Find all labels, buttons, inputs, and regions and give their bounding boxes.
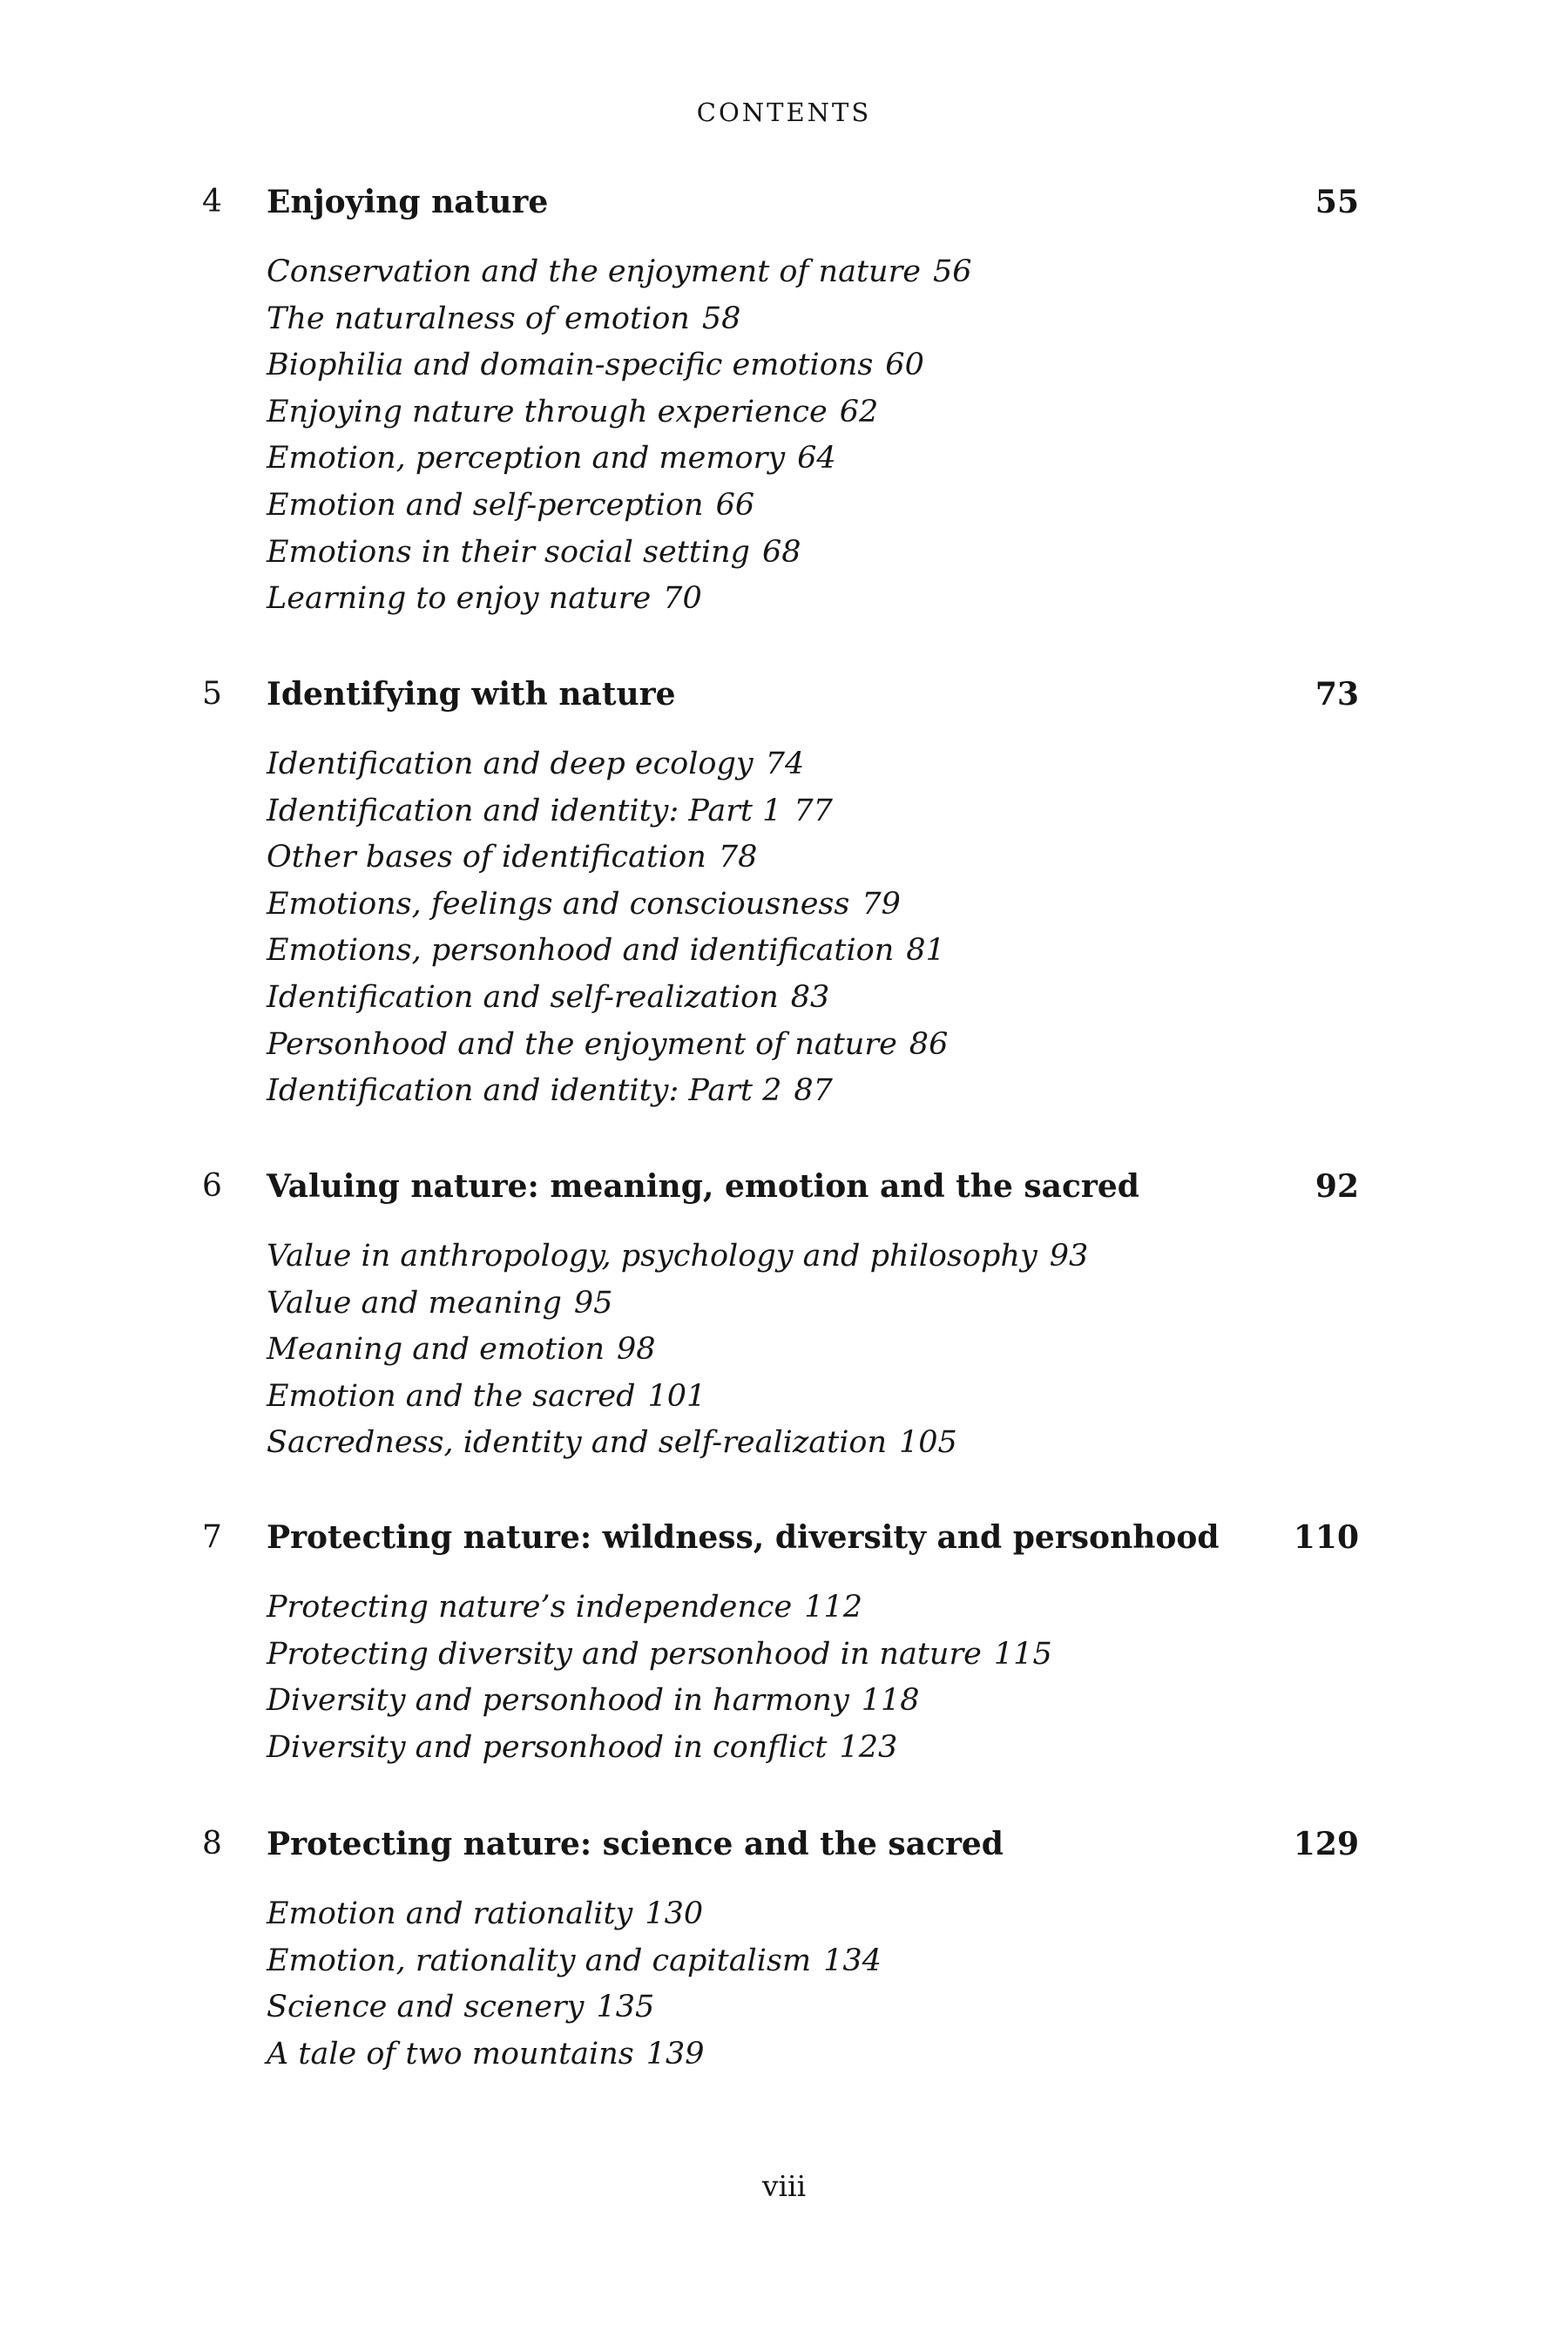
section-entry <box>267 1281 1568 1328</box>
section-entry <box>267 1632 1568 1679</box>
section-list <box>267 1233 1568 1467</box>
section-entry <box>267 928 1568 975</box>
section-title: Diversity and personhood in harmony <box>267 1683 849 1719</box>
chapter-entry-8 <box>0 1820 1568 2078</box>
section-entry <box>267 1585 1568 1632</box>
section-entry <box>267 436 1568 483</box>
section-entry <box>267 1725 1568 1772</box>
chapter-title: Protecting nature: wildness, diversity and personhood <box>267 1519 1220 1556</box>
section-entry <box>267 882 1568 929</box>
chapter-number: 4 <box>202 184 222 220</box>
section-entry <box>267 1233 1568 1281</box>
section-page: 93 <box>1049 1239 1089 1274</box>
section-entry <box>267 788 1568 835</box>
section-entry <box>267 1374 1568 1421</box>
section-title: Other bases of identification <box>267 840 706 875</box>
section-page: 60 <box>885 348 924 383</box>
section-title: Identification and deep ecology <box>267 747 754 781</box>
chapter-number: 7 <box>202 1519 222 1555</box>
chapter-entry-7 <box>0 1513 1568 1771</box>
section-page: 105 <box>899 1425 957 1461</box>
section-entry <box>267 1327 1568 1374</box>
section-page: 134 <box>823 1943 882 1978</box>
section-list <box>267 249 1568 623</box>
section-title: Enjoying nature through experience <box>267 394 828 429</box>
chapter-heading <box>0 1513 1568 1562</box>
chapter-heading <box>0 670 1568 719</box>
chapter-heading <box>0 1820 1568 1869</box>
section-title: The naturalness of emotion <box>267 301 690 336</box>
section-title: Identification and identity: Part 1 <box>267 793 782 828</box>
section-page: 123 <box>839 1729 898 1765</box>
page-number: viii <box>761 2169 807 2203</box>
section-title: Biophilia and domain-specific emotions <box>267 348 874 383</box>
section-entry <box>267 1984 1568 2031</box>
chapter-page: 92 <box>1315 1168 1359 1205</box>
section-page: 77 <box>794 793 833 828</box>
section-page: 66 <box>715 487 755 523</box>
section-page: 118 <box>861 1683 920 1719</box>
section-title: Sacredness, identity and self-realization <box>267 1425 888 1461</box>
section-entry <box>267 1678 1568 1725</box>
section-page: 74 <box>765 747 805 781</box>
section-title: Identification and identity: Part 2 <box>267 1073 782 1109</box>
section-entry <box>267 1420 1568 1467</box>
section-entry <box>267 576 1568 623</box>
chapter-entry-6 <box>0 1162 1568 1467</box>
section-title: A tale of two mountains <box>267 2036 634 2072</box>
section-title: Emotion, rationality and capitalism <box>267 1943 812 1978</box>
section-page: 68 <box>761 534 801 570</box>
section-page: 87 <box>794 1073 833 1109</box>
section-page: 115 <box>993 1636 1052 1672</box>
section-entry <box>267 741 1568 788</box>
section-page: 135 <box>596 1990 655 2025</box>
section-page: 112 <box>804 1590 863 1625</box>
section-page: 86 <box>909 1026 949 1062</box>
section-entry <box>267 2031 1568 2078</box>
section-title: Identification and self-realization <box>267 979 779 1015</box>
section-entry <box>267 530 1568 577</box>
section-title: Protecting nature’s independence <box>267 1590 793 1625</box>
section-title: Emotions, feelings and consciousness <box>267 886 850 922</box>
chapter-title: Protecting nature: science and the sacred <box>267 1826 1004 1862</box>
section-page: 79 <box>862 886 901 922</box>
chapter-title: Identifying with nature <box>267 676 676 713</box>
section-title: Learning to enjoy nature <box>267 581 652 617</box>
section-title: Science and scenery <box>267 1990 585 2025</box>
section-page: 70 <box>663 581 702 617</box>
chapter-page: 55 <box>1315 184 1359 220</box>
section-page: 58 <box>701 301 741 336</box>
section-title: Emotions in their social setting <box>267 534 750 570</box>
chapter-heading <box>0 178 1568 226</box>
chapter-number: 5 <box>202 676 222 712</box>
section-entry <box>267 342 1568 389</box>
section-entry <box>267 296 1568 343</box>
section-title: Emotions, personhood and identification <box>267 933 895 969</box>
section-page: 81 <box>906 933 945 969</box>
section-title: Emotion and the sacred <box>267 1378 636 1414</box>
chapter-entry-4 <box>0 178 1568 623</box>
section-page: 130 <box>645 1896 704 1931</box>
section-page: 56 <box>933 254 972 289</box>
section-page: 98 <box>617 1332 656 1368</box>
chapter-title: Valuing nature: meaning, emotion and the sacred <box>267 1168 1139 1205</box>
section-entry <box>267 1938 1568 1985</box>
running-head: CONTENTS <box>696 98 872 127</box>
section-page: 95 <box>573 1285 613 1321</box>
section-title: Meaning and emotion <box>267 1332 605 1368</box>
section-entry <box>267 1891 1568 1938</box>
section-entry <box>267 975 1568 1022</box>
section-page: 83 <box>790 979 830 1015</box>
section-list <box>267 741 1568 1115</box>
chapter-number: 6 <box>202 1168 222 1204</box>
chapter-title: Enjoying nature <box>267 184 549 220</box>
section-entry <box>267 249 1568 296</box>
section-list <box>267 1585 1568 1771</box>
chapter-entry-5 <box>0 670 1568 1115</box>
section-entry <box>267 835 1568 882</box>
section-entry <box>267 1068 1568 1115</box>
chapter-page: 73 <box>1315 676 1359 713</box>
chapter-page: 129 <box>1293 1826 1359 1862</box>
section-list <box>267 1891 1568 2078</box>
section-entry <box>267 389 1568 436</box>
chapter-number: 8 <box>202 1826 222 1862</box>
section-page: 139 <box>645 2036 705 2072</box>
section-page: 78 <box>718 840 758 875</box>
section-title: Emotion and self-perception <box>267 487 704 523</box>
section-title: Value in anthropology, psychology and philosophy <box>267 1239 1037 1274</box>
section-title: Value and meaning <box>267 1285 562 1321</box>
section-title: Protecting diversity and personhood in nature <box>267 1636 982 1672</box>
section-page: 64 <box>797 441 836 476</box>
section-page: 62 <box>839 394 879 429</box>
section-title: Conservation and the enjoyment of nature <box>267 254 922 289</box>
section-title: Diversity and personhood in conflict <box>267 1729 828 1765</box>
section-title: Emotion, perception and memory <box>267 441 786 476</box>
section-page: 101 <box>647 1378 706 1414</box>
section-title: Emotion and rationality <box>267 1896 633 1931</box>
chapter-heading <box>0 1162 1568 1211</box>
section-entry <box>267 1022 1568 1069</box>
chapter-page: 110 <box>1293 1519 1359 1556</box>
section-title: Personhood and the enjoyment of nature <box>267 1026 897 1062</box>
section-entry <box>267 483 1568 530</box>
